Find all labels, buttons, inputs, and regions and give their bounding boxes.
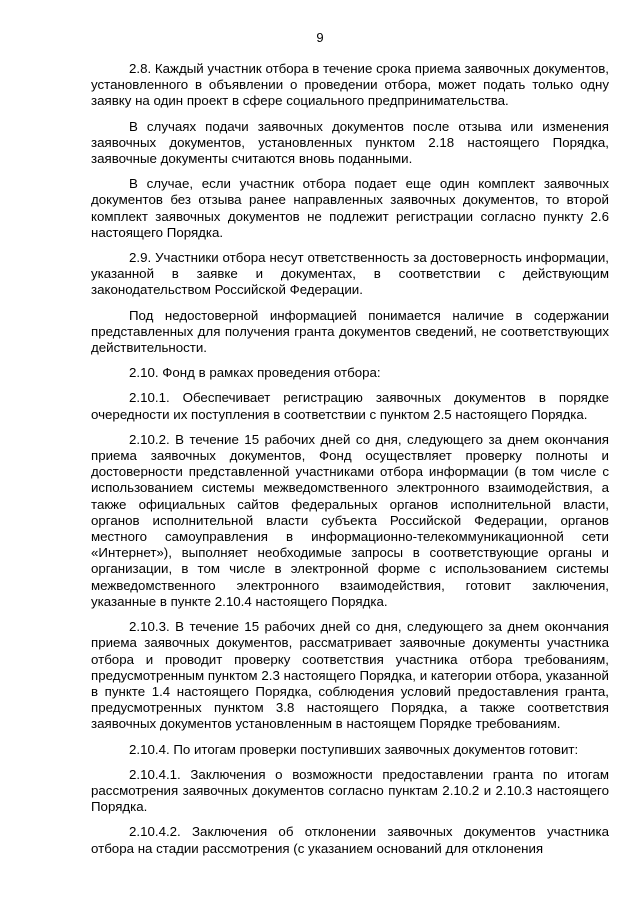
document-body [91, 61, 609, 866]
paragraph-2-10-2: 2.10.2. В течение 15 рабочих дней со дня, следующего за днем окончания приема заявочных документов, Фонд осуществляет проверку полноты и достоверности представленной участниками отбора информации (в том числе с использованием системы межведомственного электронного взаимодействия, а также официальных сайтов федеральных органов исполнительной власти, органов исполнительной власти субъекта Российской Федерации, органов местного самоуправления в информационно-телекоммуникационной сети «Интернет»), выполняет необходимые запросы в соответствующие органы и организации, в том числе в электронной форме с использованием системы межведомственного электронного взаимодействия, готовит заключения, указанные в пункте 2.10.4 настоящего Порядка. [91, 431, 609, 609]
paragraph-resubmission: В случаях подачи заявочных документов после отзыва или изменения заявочных документов, установленных пунктом 2.18 настоящего Порядка, заявочные документы считаются вновь поданными. [91, 118, 609, 167]
paragraph-2-8: 2.8. Каждый участник отбора в течение срока приема заявочных документов, установленного в объявлении о проведении отбора, может подать только одну заявку на один проект в сфере социального предпринимательства. [91, 61, 609, 109]
paragraph-false-info: Под недостоверной информацией понимается наличие в содержании представленных для получения гранта документов сведений, не соответствующих действительности. [91, 307, 609, 356]
paragraph-2-10-1: 2.10.1. Обеспечивает регистрацию заявочных документов в порядке очередности их поступления в соответствии с пунктом 2.5 настоящего Порядка. [91, 390, 609, 422]
paragraph-2-10-3: 2.10.3. В течение 15 рабочих дней со дня, следующего за днем окончания приема заявочных документов, рассматривает заявочные документы участника отбора и проводит проверку соответствия участника отбора требованиям, предусмотренным пунктом 2.3 настоящего Порядка, и категории отбора, указанной в пункте 1.4 настоящего Порядка, соблюдения условий предоставления гранта, предусмотренных пунктом 3.8 настоящего Порядка, а также соответствия заявочных документов установленным в настоящем Порядке требованиям. [91, 619, 609, 732]
paragraph-2-10-4-2: 2.10.4.2. Заключения об отклонении заявочных документов участника отбора на стадии рассмотрения (с указанием оснований для отклонения [91, 824, 609, 856]
paragraph-2-10: 2.10. Фонд в рамках проведения отбора: [129, 365, 381, 381]
page-number: 9 [316, 30, 324, 45]
paragraph-2-10-4: 2.10.4. По итогам проверки поступивших заявочных документов готовит: [129, 741, 579, 757]
paragraph-2-10-4-1: 2.10.4.1. Заключения о возможности предоставлении гранта по итогам рассмотрения заявочных документов согласно пунктам 2.10.2 и 2.10.3 настоящего Порядка. [91, 766, 609, 815]
paragraph-second-set: В случае, если участник отбора подает еще один комплект заявочных документов без отзыва ранее направленных заявочных документов, то второй комплект заявочных документов не подлежит регистрации согласно пункту 2.6 настоящего Порядка. [91, 176, 609, 240]
paragraph-2-9: 2.9. Участники отбора несут ответственность за достоверность информации, указанной в заявке и документах, в соответствии с действующим законодательством Российской Федерации. [91, 250, 609, 298]
